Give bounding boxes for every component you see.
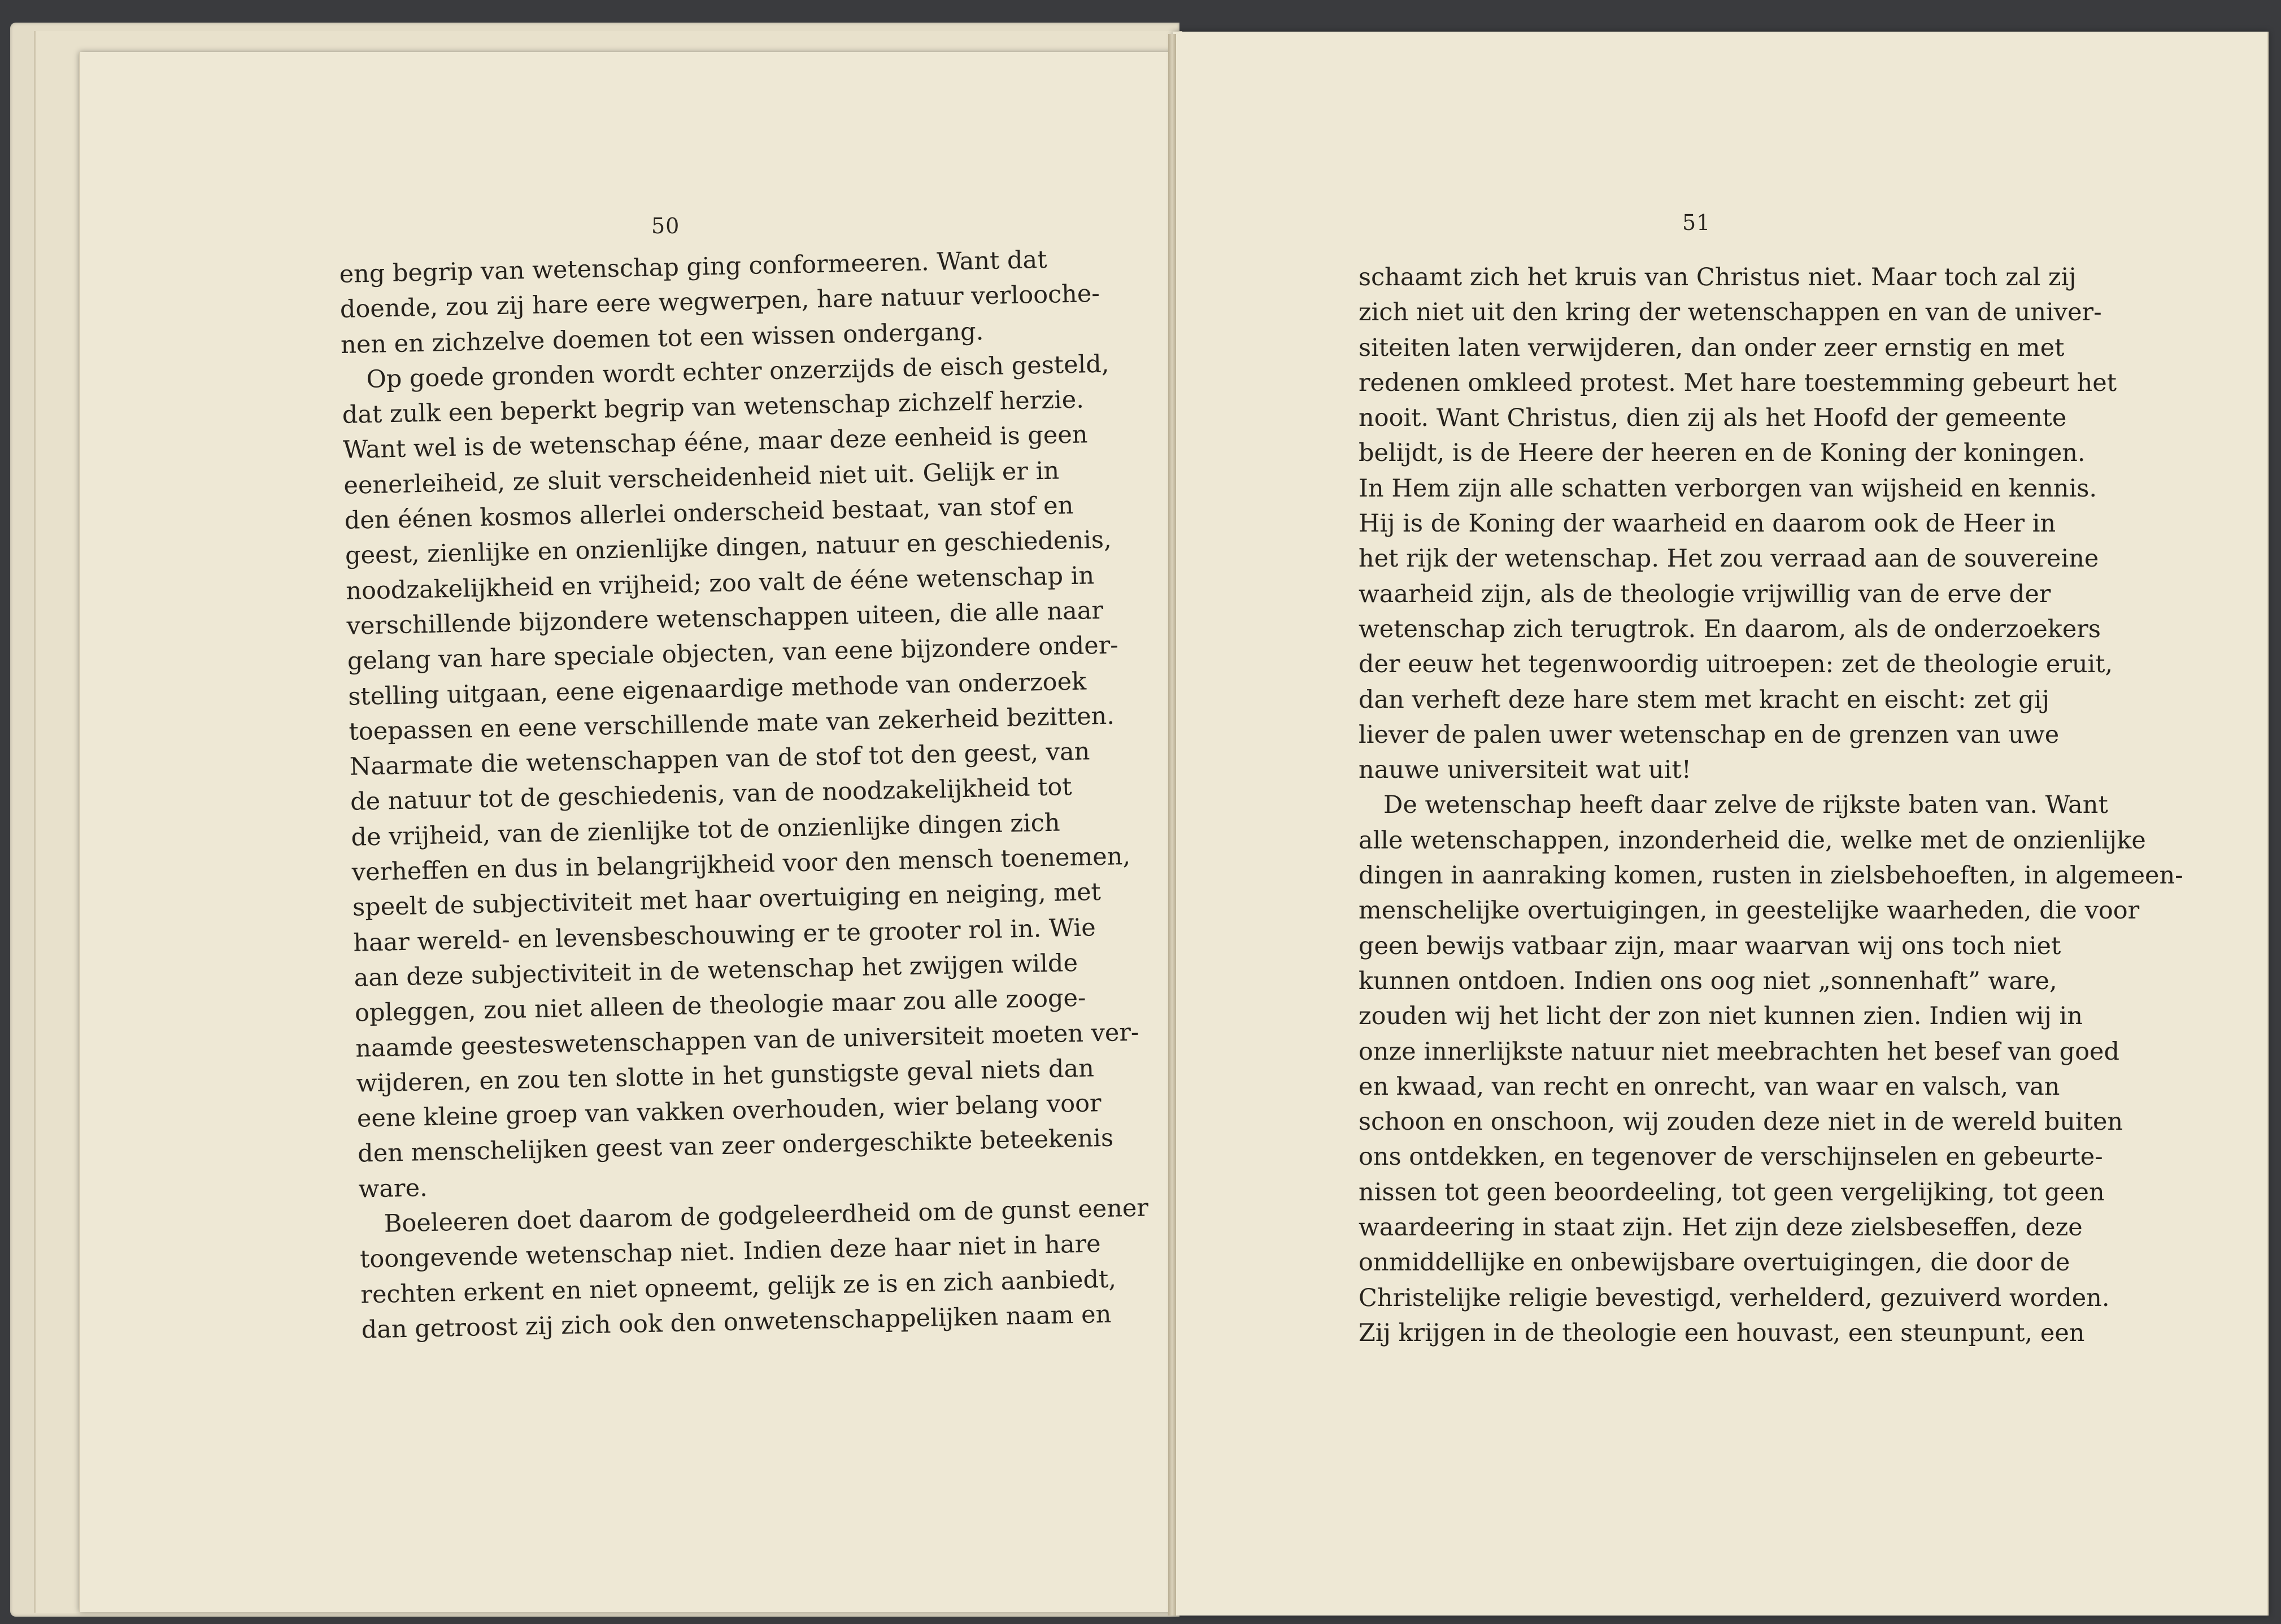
text-line: Christelijke religie bevestigd, verhelderd, gezuiverd worden.: [1359, 1283, 2110, 1312]
text-line: opleggen, zou niet alleen de theologie maar zou alle zooge-: [354, 983, 1086, 1027]
text-line: aan deze subjectiviteit in de wetenschap het zwijgen wilde: [354, 948, 1078, 992]
text-line: de vrijheid, van de zienlijke tot de onzienlijke dingen zich: [351, 808, 1060, 852]
text-line: ons ontdekken, en tegenover de verschijnselen en gebeurte-: [1359, 1143, 2103, 1172]
left-page-text: [339, 243, 1149, 1348]
text-line: nooit. Want Christus, dien zij als het Hoofd der gemeente: [1359, 404, 2067, 433]
text-line: verheffen en dus in belangrijkheid voor den mensch toenemen,: [351, 842, 1131, 887]
text-line: verschillende bijzondere wetenschappen uiteen, die alle naar: [346, 596, 1104, 641]
text-line: eng begrip van wetenschap ging conformeeren. Want dat: [339, 245, 1047, 289]
text-line: Op goede gronden wordt echter onzerzijds de eisch gesteld,: [366, 350, 1109, 394]
text-line: wijderen, en zou ten slotte in het gunstigste geval niets dan: [356, 1054, 1095, 1098]
text-line: kunnen ontdoen. Indien ons oog niet „sonnenhaft” ware,: [1359, 966, 2057, 995]
text-line: dingen in aanraking komen, rusten in zielsbehoeften, in algemeen-: [1359, 861, 2183, 890]
text-line: Hij is de Koning der waarheid en daarom ook de Heer in: [1359, 510, 2056, 538]
text-line: onze innerlijkste natuur niet meebrachten het besef van goed: [1359, 1037, 2120, 1066]
text-line: menschelijke overtuigingen, in geestelijke waarheden, die voor: [1359, 896, 2140, 925]
text-line: ware.: [358, 1173, 428, 1204]
text-line: schoon en onschoon, wij zouden deze niet in de wereld buiten: [1359, 1108, 2123, 1137]
book-gutter: [1168, 34, 1176, 1616]
text-line: de natuur tot de geschiedenis, van de noodzakelijkheid tot: [350, 773, 1073, 817]
text-line: het rijk der wetenschap. Het zou verraad aan de souvereine: [1359, 545, 2099, 573]
text-line: haar wereld- en levensbeschouwing er te grooter rol in. Wie: [352, 913, 1096, 957]
text-line: alle wetenschappen, inzonderheid die, welke met de onzienlijke: [1359, 826, 2146, 855]
text-line: den menschelijken geest van zeer ondergeschikte beteekenis: [357, 1124, 1114, 1169]
text-line: zouden wij het licht der zon niet kunnen zien. Indien wij in: [1359, 1002, 2083, 1031]
text-line: toepassen en eene verschillende mate van zekerheid bezitten.: [349, 702, 1115, 746]
text-line: naamde geesteswetenschappen van de universiteit moeten ver-: [355, 1018, 1139, 1063]
text-line: dat zulk een beperkt begrip van wetenschap zichzelf herzie.: [342, 385, 1085, 430]
text-line: redenen omkleed protest. Met hare toestemming gebeurt het: [1359, 368, 2117, 397]
text-line: eenerleiheid, ze sluit verscheidenheid niet uit. Gelijk er in: [343, 456, 1060, 500]
text-line: zich niet uit den kring der wetenschappen en van de univer-: [1359, 298, 2102, 327]
left-page-number: 50: [651, 214, 680, 238]
text-line: noodzakelijkheid en vrijheid; zoo valt de ééne wetenschap in: [345, 561, 1095, 606]
text-line: liever de palen uwer wetenschap en de grenzen van uwe: [1359, 720, 2060, 749]
text-line: eene kleine groep van vakken overhouden, wier belang voor: [356, 1089, 1102, 1133]
text-line: rechten erkent en niet opneemt, gelijk ze is en zich aanbiedt,: [360, 1265, 1117, 1309]
text-line: doende, zou zij hare eere wegwerpen, hare natuur verlooche-: [339, 280, 1100, 324]
text-line: der eeuw het tegenwoordig uitroepen: zet de theologie eruit,: [1359, 650, 2113, 679]
text-line: waardeering in staat zijn. Het zijn deze zielsbeseffen, deze: [1359, 1213, 2083, 1242]
text-line: De wetenschap heeft daar zelve de rijkste baten van. Want: [1383, 791, 2108, 820]
text-line: nauwe universiteit wat uit!: [1359, 756, 1692, 785]
text-line: gelang van hare speciale objecten, van eene bijzondere onder-: [347, 631, 1119, 676]
text-line: Zij krijgen in de theologie een houvast, een steunpunt, een: [1359, 1318, 2085, 1347]
text-line: Want wel is de wetenschap ééne, maar deze eenheid is geen: [342, 420, 1088, 465]
text-line: siteiten laten verwijderen, dan onder zeer ernstig en met: [1359, 333, 2065, 362]
text-line: geen bewijs vatbaar zijn, maar waarvan wij ons toch niet: [1359, 931, 2061, 960]
text-line: nen en zichzelve doemen tot een wissen ondergang.: [340, 317, 984, 359]
text-line: Naarmate die wetenschappen van de stof tot den geest, van: [349, 737, 1090, 781]
text-line: en kwaad, van recht en onrecht, van waar en valsch, van: [1359, 1072, 2060, 1101]
text-line: wetenschap zich terugtrok. En daarom, als de onderzoekers: [1359, 615, 2101, 643]
text-line: toongevende wetenschap niet. Indien deze haar niet in hare: [359, 1230, 1102, 1274]
right-page-text: [1359, 260, 2183, 1351]
text-line: schaamt zich het kruis van Christus niet. Maar toch zal zij: [1359, 263, 2077, 291]
right-page-number: 51: [1682, 210, 1711, 235]
text-line: nissen tot geen beoordeeling, tot geen vergelijking, tot geen: [1359, 1178, 2105, 1207]
text-line: waarheid zijn, als de theologie vrijwillig van de erve der: [1359, 580, 2051, 608]
text-line: dan verheft deze hare stem met kracht en eischt: zet gij: [1359, 685, 2049, 714]
text-line: stelling uitgaan, eene eigenaardige methode van onderzoek: [347, 667, 1087, 711]
text-line: In Hem zijn alle schatten verborgen van wijsheid en kennis.: [1359, 474, 2097, 503]
text-line: onmiddellijke en onbewijsbare overtuigingen, die door de: [1359, 1248, 2070, 1277]
text-line: Boeleeren doet daarom de godgeleerdheid om de gunst eener: [384, 1194, 1149, 1238]
text-line: speelt de subjectiviteit met haar overtuiging en neiging, met: [352, 878, 1102, 922]
text-line: geest, zienlijke en onzienlijke dingen, natuur en geschiedenis,: [345, 525, 1112, 571]
text-line: belijdt, is de Heere der heeren en de Koning der koningen.: [1359, 439, 2086, 468]
text-line: den éénen kosmos allerlei onderscheid bestaat, van stof en: [344, 491, 1074, 535]
text-line: dan getroost zij zich ook den onwetenschappelijken naam en: [361, 1300, 1112, 1344]
